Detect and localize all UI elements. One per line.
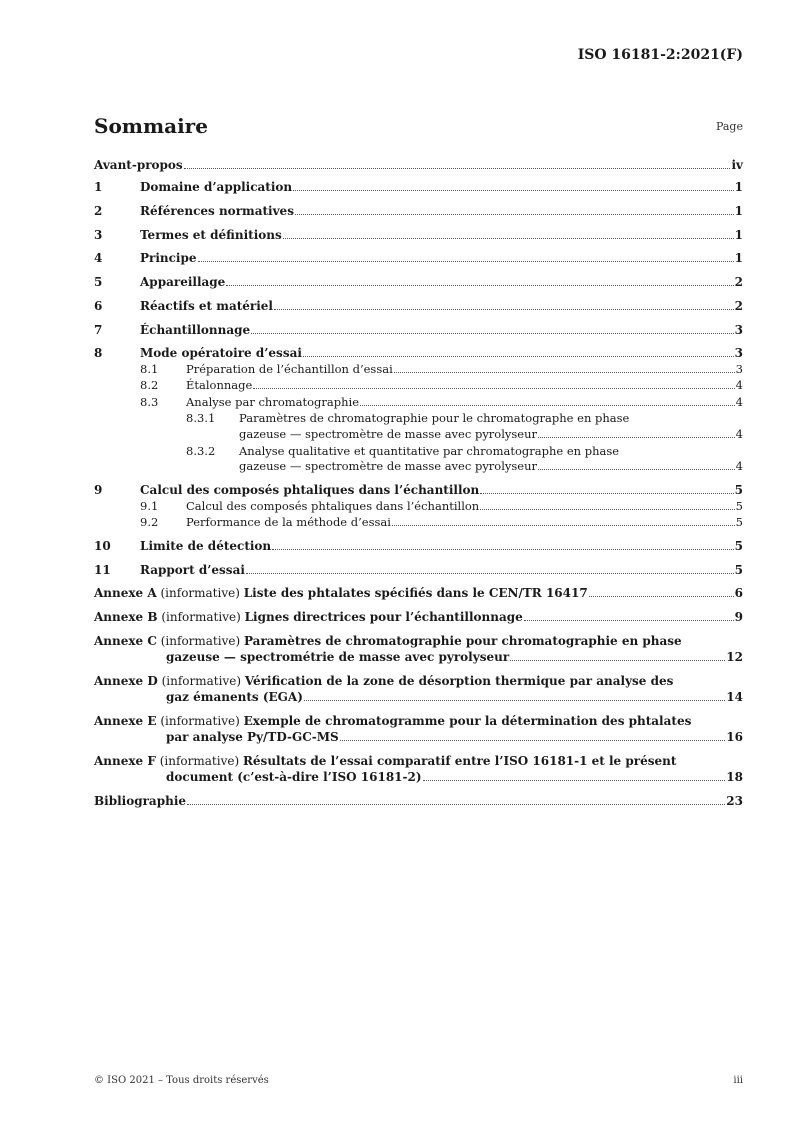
annex-title-line2: gaz émanents (EGA) bbox=[166, 690, 303, 704]
toc-entry-11[interactable] bbox=[0, 563, 793, 579]
toc-entry-number: 8.1 bbox=[140, 362, 159, 376]
annex-label: Annexe A bbox=[94, 586, 157, 600]
toc-entry-page: 14 bbox=[726, 690, 743, 704]
toc-entry-8-1[interactable] bbox=[0, 362, 793, 378]
annex-kind: (informative) bbox=[161, 674, 242, 688]
dot-leader bbox=[295, 213, 734, 215]
toc-entry-label: Domaine d’application bbox=[140, 180, 293, 194]
dot-leader bbox=[423, 779, 726, 781]
toc-annex-e[interactable] bbox=[0, 714, 793, 730]
toc-entry-number: 8.3.1 bbox=[186, 411, 216, 425]
toc-entry-label: Appareillage bbox=[140, 275, 226, 289]
annex-kind: (informative) bbox=[160, 586, 240, 600]
dot-leader bbox=[394, 371, 735, 373]
toc-entry-page: 4 bbox=[735, 395, 743, 409]
toc-entry-label: Rapport d’essai bbox=[140, 563, 245, 577]
dot-leader bbox=[184, 167, 731, 169]
toc-entry-label-line1: Paramètres de chromatographie pour le chromatographe en phase bbox=[239, 411, 630, 425]
annex-kind: (informative) bbox=[159, 754, 240, 768]
toc-entry-number: 10 bbox=[94, 539, 111, 553]
toc-entry-number: 3 bbox=[94, 228, 103, 242]
toc-entry-label-line2: gazeuse — spectromètre de masse avec pyrolyseur bbox=[239, 427, 538, 441]
annex-label: Annexe B bbox=[94, 610, 158, 624]
toc-entry-10[interactable] bbox=[0, 539, 793, 555]
dot-leader bbox=[226, 284, 733, 286]
dot-leader bbox=[187, 803, 725, 805]
toc-entry-page: 5 bbox=[734, 483, 743, 497]
toc-entry-8-3-1[interactable] bbox=[0, 411, 793, 427]
dot-leader bbox=[293, 189, 734, 191]
toc-annex-d-cont[interactable] bbox=[0, 690, 793, 706]
toc-entry-1[interactable] bbox=[0, 180, 793, 196]
dot-leader bbox=[480, 508, 734, 510]
toc-entry-label: Avant-propos bbox=[94, 158, 183, 172]
annex-title: Lignes directrices pour l’échantillonnage bbox=[244, 610, 523, 624]
dot-leader bbox=[524, 619, 734, 621]
dot-leader bbox=[304, 699, 725, 701]
toc-entry-8-3[interactable] bbox=[0, 395, 793, 411]
dot-leader bbox=[538, 468, 735, 470]
annex-title-line2: gazeuse — spectrométrie de masse avec pyrolyseur bbox=[166, 650, 510, 664]
toc-entry-number: 8.2 bbox=[140, 378, 159, 392]
toc-annex-d[interactable] bbox=[0, 674, 793, 690]
dot-leader bbox=[510, 659, 725, 661]
toc-entry-6[interactable] bbox=[0, 299, 793, 315]
toc-entry-label: Étalonnage bbox=[186, 378, 253, 392]
toc-entry-page: 4 bbox=[735, 459, 743, 473]
toc-entry-7[interactable] bbox=[0, 323, 793, 339]
toc-entry-number: 8.3.2 bbox=[186, 444, 216, 458]
toc-entry-page: 6 bbox=[734, 586, 743, 600]
dot-leader bbox=[303, 355, 734, 357]
annex-title-line2: par analyse Py/TD-GC-MS bbox=[166, 730, 339, 744]
toc-annex-f-cont[interactable] bbox=[0, 770, 793, 786]
annex-label: Annexe D bbox=[94, 674, 158, 688]
dot-leader bbox=[198, 260, 734, 262]
toc-entry-number: 7 bbox=[94, 323, 103, 337]
toc-entry-number: 11 bbox=[94, 563, 111, 577]
toc-entry-page: iv bbox=[731, 158, 743, 172]
toc-entry-page: 1 bbox=[734, 251, 743, 265]
toc-entry-4[interactable] bbox=[0, 251, 793, 267]
toc-entry-9[interactable] bbox=[0, 483, 793, 499]
toc-entry-avant-propos[interactable] bbox=[0, 158, 793, 174]
toc-entry-number: 1 bbox=[94, 180, 103, 194]
toc-entry-page: 4 bbox=[735, 378, 743, 392]
toc-entry-8-3-1-cont[interactable] bbox=[0, 427, 793, 443]
toc-entry-8[interactable] bbox=[0, 346, 793, 362]
dot-leader bbox=[480, 492, 733, 494]
toc-annex-a[interactable] bbox=[0, 586, 793, 602]
toc-entry-label: Bibliographie bbox=[94, 794, 187, 808]
annex-title-line1: Exemple de chromatogramme pour la détermination des phtalates bbox=[243, 714, 692, 728]
toc-entry-label-line2: gazeuse — spectromètre de masse avec pyrolyseur bbox=[239, 459, 538, 473]
toc-entry-5[interactable] bbox=[0, 275, 793, 291]
dot-leader bbox=[253, 387, 734, 389]
dot-leader bbox=[283, 237, 734, 239]
toc-entry-label: Préparation de l’échantillon d’essai bbox=[186, 362, 393, 376]
toc-entry-label: Mode opératoire d’essai bbox=[140, 346, 302, 360]
annex-title-line1: Paramètres de chromatographie pour chromatographie en phase bbox=[243, 634, 682, 648]
annex-kind: (informative) bbox=[160, 634, 241, 648]
toc-entry-page: 9 bbox=[734, 610, 743, 624]
toc-entry-label: Analyse par chromatographie bbox=[186, 395, 360, 409]
toc-entry-8-3-2-cont[interactable] bbox=[0, 459, 793, 475]
toc-entry-3[interactable] bbox=[0, 228, 793, 244]
toc-entry-page: 1 bbox=[734, 180, 743, 194]
annex-title: Liste des phtalates spécifiés dans le CEN/TR 16417 bbox=[243, 586, 588, 600]
toc-entry-2[interactable] bbox=[0, 204, 793, 220]
dot-leader bbox=[360, 404, 735, 406]
dot-leader bbox=[392, 524, 735, 526]
toc-entry-8-2[interactable] bbox=[0, 378, 793, 394]
toc-entry-page: 5 bbox=[734, 563, 743, 577]
annex-title-line2: document (c’est-à-dire l’ISO 16181-2) bbox=[166, 770, 422, 784]
toc-entry-9-2[interactable] bbox=[0, 515, 793, 531]
toc-entry-page: 4 bbox=[735, 427, 743, 441]
annex-label: Annexe C bbox=[94, 634, 157, 648]
toc-entry-label: Réactifs et matériel bbox=[140, 299, 273, 313]
toc-entry-bibliographie[interactable] bbox=[0, 794, 793, 810]
toc-entry-page: 3 bbox=[735, 362, 743, 376]
toc-entry-label: Limite de détection bbox=[140, 539, 272, 553]
toc-entry-page: 23 bbox=[726, 794, 743, 808]
toc-entry-page: 3 bbox=[734, 346, 743, 360]
toc-entry-label: Performance de la méthode d’essai bbox=[186, 515, 391, 529]
toc-entry-9-1[interactable] bbox=[0, 499, 793, 515]
dot-leader bbox=[589, 595, 734, 597]
toc-entry-label: Échantillonnage bbox=[140, 323, 251, 337]
toc-entry-number: 8.3 bbox=[140, 395, 159, 409]
toc-entry-page: 1 bbox=[734, 204, 743, 218]
toc-entry-number: 8 bbox=[94, 346, 103, 360]
dot-leader bbox=[274, 308, 734, 310]
toc-annex-c[interactable] bbox=[0, 634, 793, 650]
toc-entry-label-line1: Analyse qualitative et quantitative par chromatographe en phase bbox=[239, 444, 620, 458]
annex-label: Annexe E bbox=[94, 714, 157, 728]
toc-entry-label: Références normatives bbox=[140, 204, 294, 218]
toc-entry-number: 9.2 bbox=[140, 515, 159, 529]
toc-entry-label: Calcul des composés phtaliques dans l’échantillon bbox=[186, 499, 480, 513]
toc-annex-e-cont[interactable] bbox=[0, 730, 793, 746]
toc-entry-number: 9 bbox=[94, 483, 103, 497]
annex-kind: (informative) bbox=[161, 610, 241, 624]
toc-entry-label: Principe bbox=[140, 251, 197, 265]
toc-entry-page: 2 bbox=[734, 299, 743, 313]
toc-entry-page: 3 bbox=[734, 323, 743, 337]
toc-entry-number: 9.1 bbox=[140, 499, 159, 513]
page-column-label: Page bbox=[715, 120, 743, 133]
toc-entry-number: 2 bbox=[94, 204, 103, 218]
toc-entry-page: 5 bbox=[735, 515, 743, 529]
toc-entry-number: 4 bbox=[94, 251, 103, 265]
document-id: ISO 16181-2:2021(F) bbox=[577, 47, 743, 63]
toc-entry-page: 1 bbox=[734, 228, 743, 242]
dot-leader bbox=[538, 436, 735, 438]
toc-entry-page: 12 bbox=[726, 650, 743, 664]
dot-leader bbox=[340, 739, 726, 741]
dot-leader bbox=[251, 332, 733, 334]
annex-label: Annexe F bbox=[94, 754, 156, 768]
dot-leader bbox=[246, 572, 734, 574]
toc-annex-c-cont[interactable] bbox=[0, 650, 793, 666]
toc-entry-page: 16 bbox=[726, 730, 743, 744]
toc-annex-b[interactable] bbox=[0, 610, 793, 626]
annex-title-line1: Vérification de la zone de désorption thermique par analyse des bbox=[244, 674, 674, 688]
toc-entry-page: 2 bbox=[734, 275, 743, 289]
toc-entry-label: Termes et définitions bbox=[140, 228, 282, 242]
annex-kind: (informative) bbox=[160, 714, 240, 728]
page-title: Sommaire bbox=[94, 114, 208, 138]
toc-entry-page: 5 bbox=[734, 539, 743, 553]
toc-entry-label: Calcul des composés phtaliques dans l’échantillon bbox=[140, 483, 480, 497]
toc-annex-f[interactable] bbox=[0, 754, 793, 770]
toc-entry-page: 18 bbox=[726, 770, 743, 784]
toc-entry-page: 5 bbox=[735, 499, 743, 513]
toc-entry-number: 5 bbox=[94, 275, 103, 289]
footer-copyright: © ISO 2021 – Tous droits réservés bbox=[94, 1075, 269, 1086]
footer-page-number: iii bbox=[733, 1075, 743, 1086]
dot-leader bbox=[272, 548, 733, 550]
annex-title-line1: Résultats de l’essai comparatif entre l’ISO 16181-1 et le présent bbox=[242, 754, 677, 768]
toc-entry-number: 6 bbox=[94, 299, 103, 313]
toc-entry-8-3-2[interactable] bbox=[0, 444, 793, 460]
